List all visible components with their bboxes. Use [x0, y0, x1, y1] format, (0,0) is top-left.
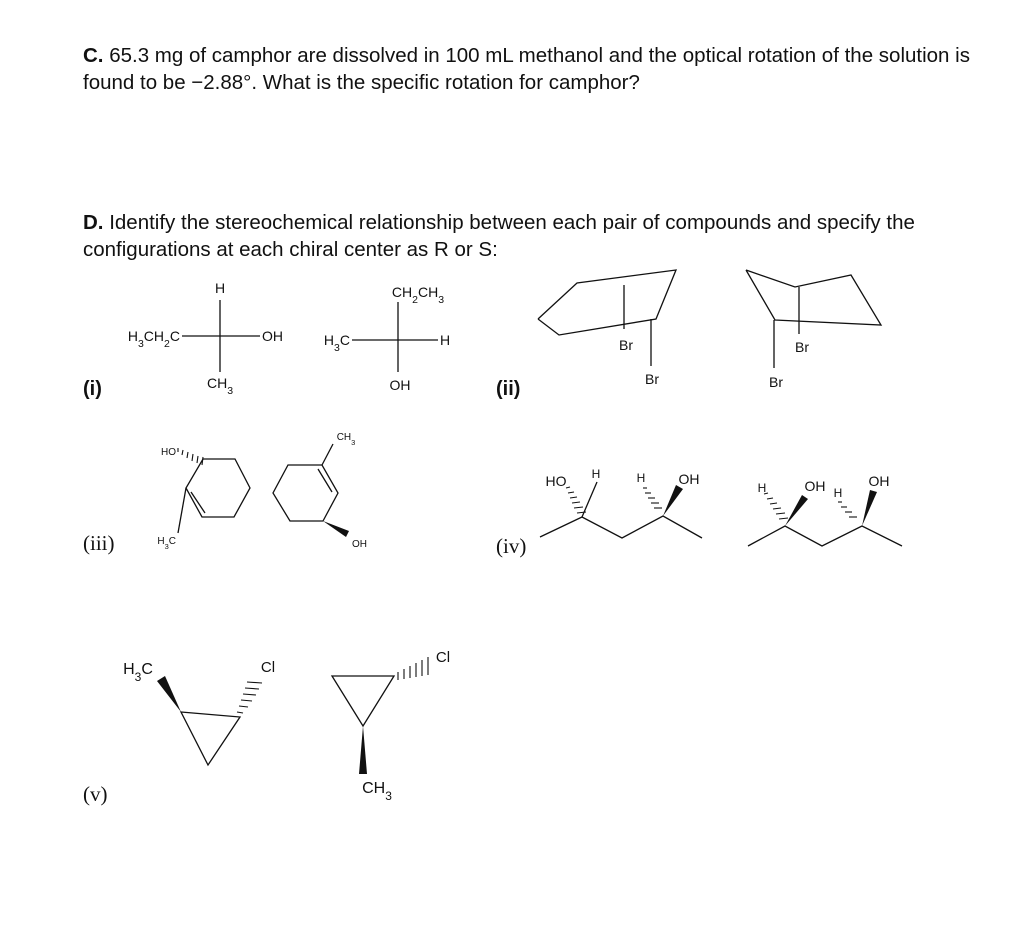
wedge-bond-diol-b-2 — [862, 490, 877, 526]
pair-label-ii: (ii) — [496, 378, 521, 400]
cyclopropane-b-me: $CH_3$ — [362, 780, 392, 803]
hashed-bond-cyclohexene-a — [178, 448, 203, 465]
fischer-b-right: H — [440, 332, 451, 348]
fischer-b-bottom: OH — [389, 377, 411, 393]
chair-b-br-1: Br — [795, 339, 809, 355]
pair-label-i: (i) — [83, 378, 102, 400]
hashed-bond-diol-b-1 — [764, 493, 788, 519]
fischer-a-right: OH — [262, 328, 283, 344]
wedge-bond-diol-b-1 — [785, 495, 808, 526]
chair-a — [538, 270, 676, 366]
wedge-bond-cyclopropane-b — [359, 726, 367, 774]
chair-b-br-2: Br — [769, 374, 783, 390]
hashed-bond-cyclopropane-b — [398, 657, 428, 680]
cyclohexene-b — [273, 444, 338, 521]
diol-b — [748, 526, 902, 546]
fischer-b-left: $H_3C$ — [323, 332, 350, 354]
hashed-bond-diol-a-1 — [566, 487, 586, 513]
hashed-bond-cyclopropane-a — [237, 682, 262, 713]
cyclopropane-a-cl: Cl — [260, 659, 276, 676]
wedge-bond-diol-a — [663, 485, 683, 516]
diol-b-oh-2: OH — [868, 473, 890, 489]
cyclopropane-b-cl: Cl — [435, 649, 451, 666]
cyclopropane-a — [181, 712, 240, 765]
question-d-text: Identify the stereochemical relationship between each pair of compounds and specify the configurations at each chiral center as R or S: — [83, 211, 915, 261]
fischer-projection-b — [352, 302, 438, 372]
diol-a-oh: OH — [678, 471, 700, 487]
diol-b-h-1: H — [757, 481, 767, 495]
cyclopropane-b — [332, 676, 394, 726]
hashed-bond-diol-b-2 — [838, 502, 857, 517]
cyclopropane-a-me: $H_3C$ — [123, 661, 153, 684]
cyclohexene-b-me: $CH_3$ — [336, 432, 356, 447]
pair-label-iii: (iii) — [83, 531, 115, 555]
diol-b-oh-1: OH — [804, 478, 826, 494]
wedge-bond-cyclohexene-b — [323, 521, 349, 537]
pair-label-iv: (iv) — [496, 534, 527, 558]
diol-a-ho: HO — [545, 473, 567, 489]
question-d-label: D. — [83, 211, 104, 234]
pair-label-v: (v) — [83, 782, 108, 806]
cyclohexene-a-oh: HO — [161, 447, 176, 458]
question-c-text: 65.3 mg of camphor are dissolved in 100 mL methanol and the optical rotation of the solution is found to be −2.88°. What is the specific rotation for camphor? — [83, 44, 970, 94]
fischer-a-bottom: $CH_3$ — [206, 375, 234, 397]
diol-b-h-2: H — [833, 486, 843, 500]
diol-a-h-1: H — [591, 467, 601, 481]
fischer-projection-a — [182, 300, 260, 372]
chair-a-br-2: Br — [645, 371, 659, 387]
chair-b — [746, 270, 881, 368]
fischer-b-top: $CH_2CH_3$ — [391, 284, 445, 306]
fischer-a-left: $H_3CH_2C$ — [127, 328, 180, 350]
question-c-label: C. — [83, 44, 104, 67]
cyclohexene-a-me: $H_3C$ — [157, 536, 176, 551]
chair-a-br-1: Br — [619, 337, 633, 353]
wedge-bond-cyclopropane-a — [157, 676, 181, 712]
cyclohexene-b-oh: OH — [352, 539, 367, 550]
cyclohexene-a — [178, 459, 250, 533]
hashed-bond-diol-a-2 — [643, 488, 662, 508]
diol-a-h-2: H — [636, 471, 646, 485]
fischer-a-top: H — [214, 280, 226, 296]
